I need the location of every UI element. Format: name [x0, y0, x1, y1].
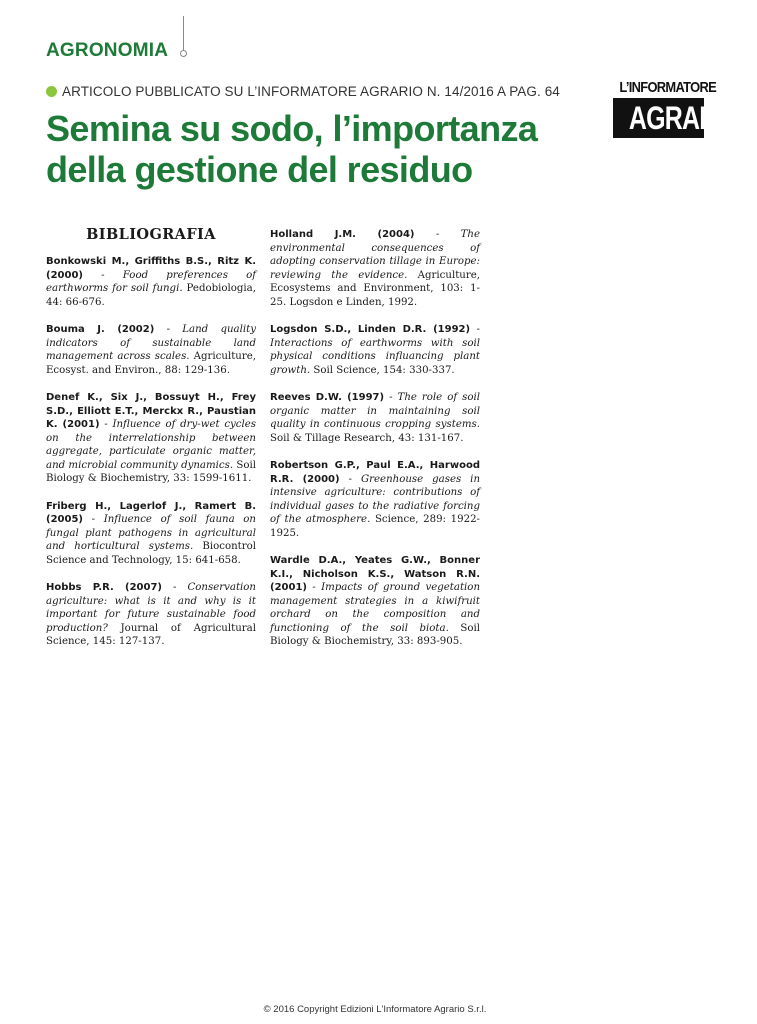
reference-title: Land quality indicators of sustainable land management across scales.	[46, 324, 256, 362]
magazine-logo	[613, 79, 742, 142]
reference-separator: -	[82, 514, 104, 525]
copyright-footer: © 2016 Copyright Edizioni L'Informatore Agrario S.r.l.	[263, 1004, 487, 1015]
bibliography-column-left	[46, 226, 256, 663]
reference-source: Agriculture, Ecosystems and Environment, 103: 1-25. Logsdon e Linden, 1992.	[270, 269, 480, 308]
logo-bottom-text: AGRARIO	[628, 100, 742, 136]
reference-list-right	[270, 228, 480, 649]
reference-authors: Hobbs P.R. (2007)	[46, 582, 162, 593]
bullet-dot-icon	[46, 86, 57, 97]
reference-entry	[46, 255, 256, 309]
reference-separator: -	[99, 419, 113, 430]
reference-title: Influence of dry-wet cycles on the interrelationship between aggregate, particulate organic matter, and microbial community dynamics.	[46, 419, 256, 471]
reference-title: Conservation agriculture: what is it and why is it important for future sustainable food production?	[46, 582, 256, 634]
section-divider-line	[183, 16, 184, 52]
reference-source: Science, 289: 1922-1925.	[270, 514, 480, 539]
reference-separator: -	[339, 473, 361, 485]
article-kicker	[46, 84, 560, 99]
reference-source: Agriculture, Ecosyst. and Environ., 88: 129-136.	[46, 351, 256, 376]
reference-entry	[46, 323, 256, 377]
reference-list-left	[46, 255, 256, 649]
reference-authors: Friberg H., Lagerlof J., Ramert B. (2005)	[46, 500, 256, 525]
reference-entry	[46, 581, 256, 649]
kicker-text: ARTICOLO PUBBLICATO SU L’INFORMATORE AGRARIO N. 14/2016 A PAG. 64	[62, 84, 560, 99]
reference-entry	[270, 391, 480, 445]
reference-entry	[270, 459, 480, 540]
reference-source: Soil & Tillage Research, 43: 131-167.	[270, 432, 464, 444]
reference-authors: Wardle D.A., Yeates G.W., Bonner K.I., Nicholson K.S., Watson R.N. (2001)	[270, 555, 480, 593]
section-label: AGRONOMIA	[46, 40, 169, 61]
reference-separator: -	[414, 229, 461, 240]
reference-title: Influence of soil fauna on fungal plant pathogens in agricultural and horticultural systems.	[46, 514, 256, 552]
reference-title: Impacts of ground vegetation management strategies in a kiwifruit orchard on the composition and functioning of the soil biota.	[270, 582, 480, 634]
reference-separator: -	[384, 392, 398, 403]
bibliography-column-right	[270, 228, 480, 663]
reference-entry	[46, 500, 256, 568]
reference-title: Interactions of earthworms with soil physical conditions influancing plant growth.	[270, 337, 480, 376]
reference-entry	[46, 391, 256, 486]
reference-authors: Bonkowski M., Griffiths B.S., Ritz K. (2000)	[46, 256, 256, 281]
reference-source: Biocontrol Science and Technology, 15: 641-658.	[46, 541, 256, 566]
reference-title: The environmental consequences of adopting conservation tillage in Europe: reviewing the evidence.	[270, 229, 481, 281]
reference-title: Greenhouse gases in intensive agriculture: contributions of individual gases to the radiative forcing of the atmosphere.	[270, 473, 481, 525]
section-divider-dot	[180, 50, 187, 57]
reference-authors: Robertson G.P., Paul E.A., Harwood R.R. (2000)	[270, 460, 480, 485]
article-title: Semina su sodo, l’importanza della gestione del residuo	[46, 108, 538, 190]
reference-separator: -	[82, 269, 123, 281]
reference-authors: Logsdon S.D., Linden D.R. (1992)	[270, 324, 471, 335]
reference-entry	[270, 323, 480, 377]
reference-authors: Holland J.M. (2004)	[270, 229, 415, 240]
reference-entry	[270, 228, 480, 309]
reference-title: The role of soil organic matter in maintaining soil quality in continuous cropping systems.	[270, 392, 480, 430]
reference-title: Food preferences of earthworms for soil fungi.	[46, 269, 257, 294]
reference-authors: Denef K., Six J., Bossuyt H., Frey S.D., Elliott E.T., Merckx R., Paustian K. (2001)	[46, 392, 256, 430]
logo-top-text: L’INFORMATORE	[619, 79, 717, 96]
reference-separator: -	[154, 324, 183, 335]
reference-source: Soil Biology & Biochemistry, 33: 1599-1611.	[46, 459, 256, 484]
reference-source: Journal of Agricultural Science, 145: 127-137.	[46, 622, 256, 647]
reference-source: Pedobiologia, 44: 66-676.	[46, 283, 256, 308]
reference-separator: -	[470, 324, 480, 335]
reference-authors: Reeves D.W. (1997)	[270, 392, 385, 403]
reference-source: Soil Science, 154: 330-337.	[310, 364, 455, 376]
reference-separator: -	[162, 582, 188, 593]
reference-source: Soil Biology & Biochemistry, 33: 893-905.	[270, 622, 480, 647]
reference-separator: -	[306, 582, 322, 593]
logo-bottom-block	[613, 98, 742, 138]
reference-entry	[270, 554, 480, 649]
reference-authors: Bouma J. (2002)	[46, 324, 155, 335]
bibliography-heading: BIBLIOGRAFIA	[86, 226, 216, 243]
